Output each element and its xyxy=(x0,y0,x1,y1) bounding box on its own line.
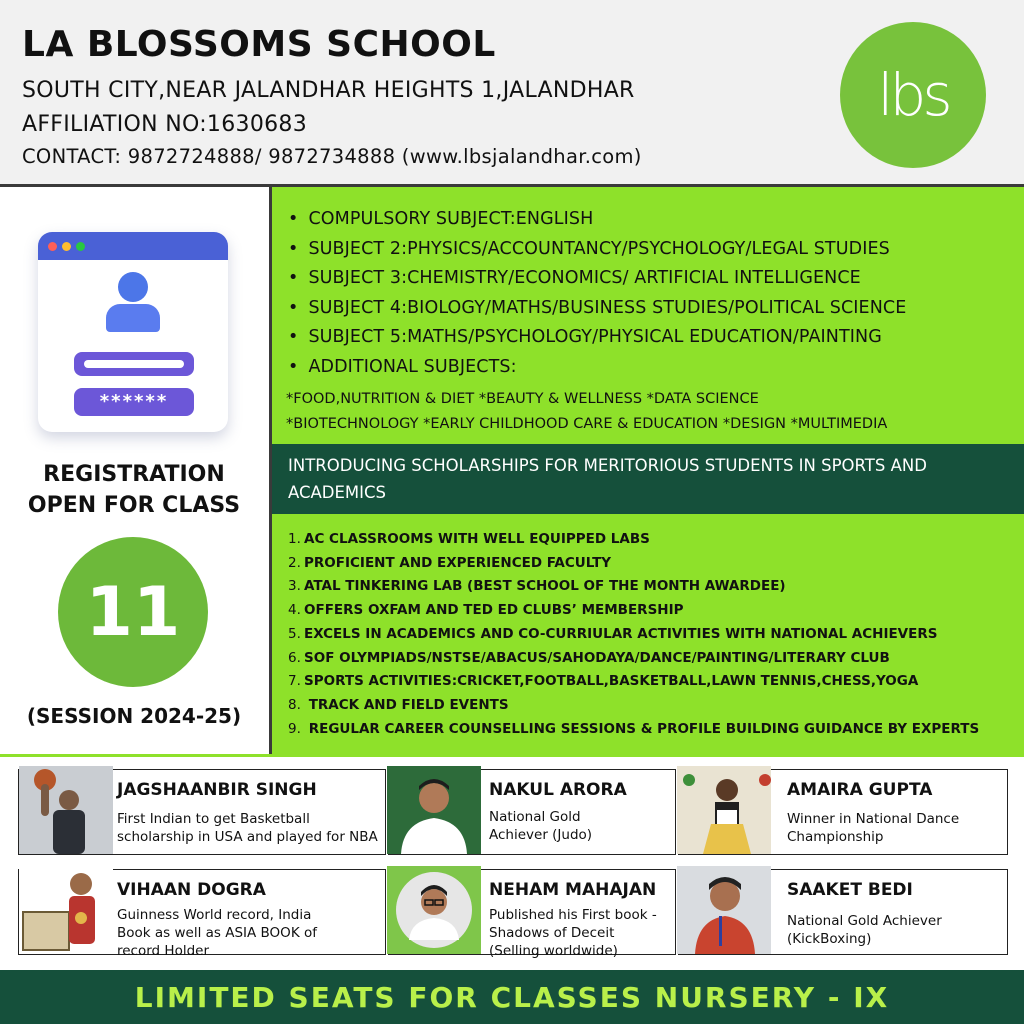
class-number-badge: 11 xyxy=(58,537,208,687)
achiever-description: National Gold Achiever (KickBoxing) xyxy=(787,913,942,947)
features-panel xyxy=(272,514,1024,754)
username-field-icon xyxy=(74,352,194,376)
achiever-photo xyxy=(19,766,113,854)
achiever-card xyxy=(18,769,386,855)
contact-info: CONTACT: 9872724888/ 9872734888 (www.lbsjalandhar.com) xyxy=(22,145,642,168)
subject-item: • SUBJECT 2:PHYSICS/ACCOUNTANCY/PSYCHOLOGY/LEGAL STUDIES xyxy=(288,235,906,265)
feature-number: 7. xyxy=(288,673,301,690)
feature-item xyxy=(288,647,979,671)
feature-text: OFFERS OXFAM AND TED ED CLUBS’ MEMBERSHIP xyxy=(304,602,684,619)
feature-text: EXCELS IN ACADEMICS AND CO-CURRIULAR ACTIVITIES WITH NATIONAL ACHIEVERS xyxy=(304,625,938,642)
feature-text: AC CLASSROOMS WITH WELL EQUIPPED LABS xyxy=(304,531,650,547)
feature-number: 8. xyxy=(288,696,301,713)
additional-subjects-line-2: *BIOTECHNOLOGY *EARLY CHILDHOOD CARE & EDUCATION *DESIGN *MULTIMEDIA xyxy=(286,416,888,432)
achiever-name: VIHAAN DOGRA xyxy=(117,880,266,900)
additional-subjects-line-1: *FOOD,NUTRITION & DIET *BEAUTY & WELLNESS *DATA SCIENCE xyxy=(286,391,759,407)
features-list xyxy=(288,528,979,741)
feature-text: SOF OLYMPIADS/NSTSE/ABACUS/SAHODAYA/DANCE/PAINTING/LITERARY CLUB xyxy=(304,649,890,666)
feature-text: PROFICIENT AND EXPERIENCED FACULTY xyxy=(304,554,612,571)
achiever-description: Guinness World record, India Book as well as ASIA BOOK of record Holder xyxy=(117,907,317,959)
achiever-photo xyxy=(677,866,771,954)
header xyxy=(0,0,1024,184)
feature-text: TRACK AND FIELD EVENTS xyxy=(304,696,509,713)
feature-item xyxy=(288,528,979,552)
school-address: SOUTH CITY,NEAR JALANDHAR HEIGHTS 1,JALANDHAR xyxy=(22,78,635,103)
achiever-name: SAAKET BEDI xyxy=(787,880,913,900)
window-title-bar xyxy=(38,232,228,260)
feature-number: 4. xyxy=(288,602,301,619)
scholarship-banner xyxy=(272,444,1024,514)
achiever-name: AMAIRA GUPTA xyxy=(787,780,933,800)
feature-text: REGULAR CAREER COUNSELLING SESSIONS & PROFILE BUILDING GUIDANCE BY EXPERTS xyxy=(304,720,980,737)
window-minimize-dot-icon xyxy=(62,242,71,251)
school-logo xyxy=(840,22,986,168)
feature-number: 1. xyxy=(288,531,301,547)
footer-text: LIMITED SEATS FOR CLASSES NURSERY - IX xyxy=(134,980,890,1014)
window-maximize-dot-icon xyxy=(76,242,85,251)
feature-number: 9. xyxy=(288,720,301,737)
feature-item xyxy=(288,599,979,623)
achiever-photo xyxy=(19,866,113,954)
achiever-card xyxy=(388,769,676,855)
feature-number: 2. xyxy=(288,554,301,571)
achievers-section xyxy=(0,754,1024,970)
subject-item: • SUBJECT 3:CHEMISTRY/ECONOMICS/ ARTIFICIAL INTELLIGENCE xyxy=(288,264,906,294)
feature-number: 6. xyxy=(288,649,301,666)
achiever-photo xyxy=(387,766,481,854)
achiever-name: NEHAM MAHAJAN xyxy=(489,880,657,900)
user-avatar-head-icon xyxy=(118,272,148,302)
subject-item: • COMPULSORY SUBJECT:ENGLISH xyxy=(288,205,906,235)
achiever-card xyxy=(678,869,1008,955)
feature-item xyxy=(288,623,979,647)
window-close-dot-icon xyxy=(48,242,57,251)
achiever-description: Published his First book - Shadows of Deceit (Selling worldwide) xyxy=(489,907,657,959)
feature-text: ATAL TINKERING LAB (BEST SCHOOL OF THE MONTH AWARDEE) xyxy=(304,578,786,595)
registration-line-2: OPEN FOR CLASS xyxy=(27,493,241,518)
achiever-card xyxy=(678,769,1008,855)
feature-item xyxy=(288,718,979,742)
feature-item xyxy=(288,552,979,576)
affiliation-number: AFFILIATION NO:1630683 xyxy=(22,112,308,137)
registration-panel xyxy=(0,184,272,754)
feature-text: SPORTS ACTIVITIES:CRICKET,FOOTBALL,BASKETBALL,LAWN TENNIS,CHESS,YOGA xyxy=(304,673,919,690)
achiever-photo xyxy=(677,766,771,854)
achiever-name: JAGSHAANBIR SINGH xyxy=(117,780,317,800)
achiever-name: NAKUL ARORA xyxy=(489,780,627,800)
feature-item xyxy=(288,575,979,599)
feature-number: 5. xyxy=(288,625,301,642)
login-window-icon xyxy=(38,232,228,432)
achiever-description: National Gold Achiever (Judo) xyxy=(489,809,593,843)
footer-banner xyxy=(0,970,1024,1024)
achiever-card xyxy=(18,869,386,959)
feature-item xyxy=(288,670,979,694)
logo-text: lbs xyxy=(877,61,949,129)
achiever-photo xyxy=(387,866,481,954)
achiever-description: Winner in National Dance Championship xyxy=(787,811,960,845)
registration-line-1: REGISTRATION xyxy=(43,462,225,487)
additional-subjects xyxy=(286,387,887,437)
registration-heading xyxy=(0,459,268,521)
subject-item: • ADDITIONAL SUBJECTS: xyxy=(288,353,906,383)
subject-item: • SUBJECT 5:MATHS/PSYCHOLOGY/PHYSICAL EDUCATION/PAINTING xyxy=(288,323,906,353)
user-avatar-body-icon xyxy=(106,304,160,332)
session-label: (SESSION 2024-25) xyxy=(26,704,242,728)
school-name: LA BLOSSOMS SCHOOL xyxy=(22,24,496,65)
password-field-icon: ****** xyxy=(74,388,194,416)
subjects-panel xyxy=(272,184,1024,444)
achiever-card xyxy=(388,869,676,959)
achiever-description: First Indian to get Basketball scholarship in USA and played for NBA xyxy=(117,811,378,845)
feature-number: 3. xyxy=(288,578,301,595)
subjects-list xyxy=(288,205,906,382)
feature-item xyxy=(288,694,979,718)
subject-item: • SUBJECT 4:BIOLOGY/MATHS/BUSINESS STUDIES/POLITICAL SCIENCE xyxy=(288,294,906,324)
scholarship-text: INTRODUCING SCHOLARSHIPS FOR MERITORIOUS STUDENTS IN SPORTS AND ACADEMICS xyxy=(288,456,927,502)
